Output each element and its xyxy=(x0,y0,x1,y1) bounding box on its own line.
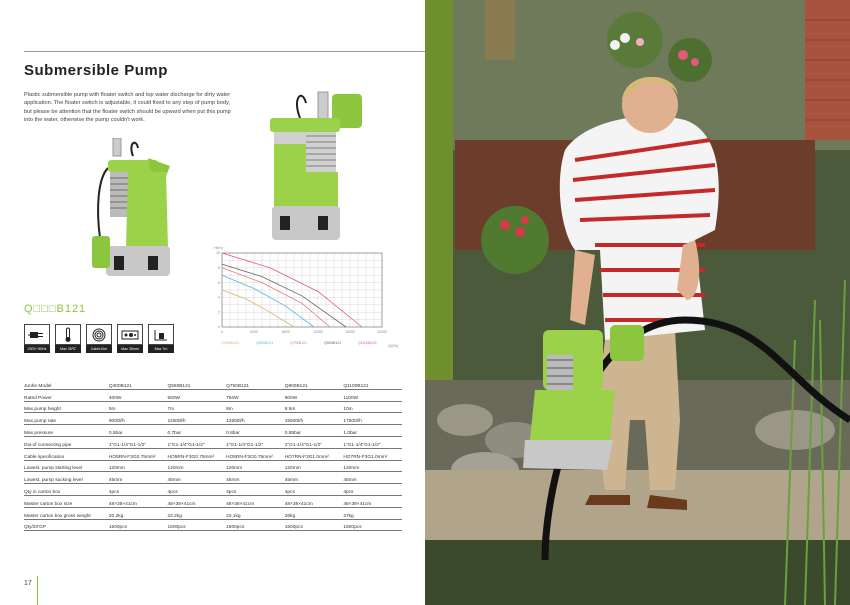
spec-row xyxy=(24,378,402,389)
spec-value: 10m xyxy=(343,401,402,413)
product-description: Plastic submersible pump with floater switch and top water discharge for dirty water application. The floater switch is adjustable, it could fixed to any step of pump body, but please be attention that the floater switch should be upward when put this pump into the water, otherwise the pump couldn't work. xyxy=(24,92,231,124)
garden-scene-image xyxy=(425,0,850,605)
y-tick-label: 6 xyxy=(218,280,220,285)
spec-row xyxy=(24,495,402,507)
spec-value: 750W xyxy=(226,389,285,401)
particle-size-icon xyxy=(117,324,143,353)
spec-label: Rated Power xyxy=(24,389,109,401)
spec-value: Q750B121 xyxy=(226,378,285,389)
spec-row xyxy=(24,389,402,401)
y-tick-label: 4 xyxy=(218,295,220,300)
spec-value: 1"G1-1/4"G1-1/2" xyxy=(109,436,168,448)
page-marker xyxy=(37,576,38,605)
product-photo xyxy=(425,0,850,605)
spec-label: Cable specification xyxy=(24,448,109,460)
spec-label: Max.pump height xyxy=(24,401,109,413)
spec-row xyxy=(24,425,402,437)
spec-label: Qty in carton box xyxy=(24,484,109,496)
legend-entry: Q1100B121 xyxy=(358,341,377,345)
spec-value: 1"G1-1/4"G1-1/2" xyxy=(343,436,402,448)
spec-value: HO5RN-F3G0.75mm² xyxy=(168,448,227,460)
spec-label: Lowest. pump starting level xyxy=(24,460,109,472)
model-code: Q□□□B121 xyxy=(24,303,87,315)
spec-value: 1500pcs xyxy=(109,519,168,531)
y-tick-label: 2 xyxy=(218,310,220,315)
spec-value: 15500l/h xyxy=(285,413,344,425)
depth-icon xyxy=(148,324,174,353)
spec-value: 48×38×41cm xyxy=(168,495,227,507)
spec-value: 1.0bar xyxy=(343,425,402,437)
plug-icon xyxy=(24,324,50,353)
spec-value: 120mm xyxy=(109,460,168,472)
spec-value: 48×38×41cm xyxy=(109,495,168,507)
spec-value: 1500pcs xyxy=(343,519,402,531)
spec-value: 1100W xyxy=(343,389,402,401)
spec-value: 120mm xyxy=(285,460,344,472)
spec-value: 26kg xyxy=(285,507,344,519)
feature-icons xyxy=(24,324,174,353)
spec-value: 0.7bar xyxy=(168,425,227,437)
spec-value: Q1100B121 xyxy=(343,378,402,389)
spec-value: 8.5m xyxy=(285,401,344,413)
x-tick-label: 8000 xyxy=(282,330,290,334)
spec-value: 48×38×41cm xyxy=(285,495,344,507)
spec-value: 17500l/h xyxy=(343,413,402,425)
spec-value: 1500pcs xyxy=(168,519,227,531)
spec-row xyxy=(24,472,402,484)
spec-row xyxy=(24,519,402,531)
spec-value: 120mm xyxy=(168,460,227,472)
spec-value: 27kg xyxy=(343,507,402,519)
spec-value: 120mm xyxy=(226,460,285,472)
cable-icon xyxy=(86,324,112,353)
spec-value: 400W xyxy=(109,389,168,401)
spec-value: 0.8bar xyxy=(226,425,285,437)
spec-value: 7m xyxy=(168,401,227,413)
spec-value: 23.1kg xyxy=(226,507,285,519)
spec-value: 22.2kg xyxy=(168,507,227,519)
chart-ticks xyxy=(216,251,387,334)
spec-value: 45mm xyxy=(226,472,285,484)
feature-label: Max 35mm xyxy=(117,345,143,353)
spec-value: Q550B121 xyxy=(168,378,227,389)
pump-image-side xyxy=(262,88,366,243)
spec-label: Lowest. pump sucking level xyxy=(24,472,109,484)
feature-label: Max 35℃ xyxy=(55,345,81,353)
spec-value: 45mm xyxy=(285,472,344,484)
chart-ylabel: H(m) xyxy=(214,245,223,250)
x-tick-label: 20000 xyxy=(377,330,387,334)
spec-value: 45mm xyxy=(343,472,402,484)
legend-entry: Q550B121 xyxy=(256,341,274,345)
spec-row xyxy=(24,448,402,460)
spec-value: 11500l/h xyxy=(168,413,227,425)
y-tick-label: 10 xyxy=(216,251,220,256)
spec-label: Junhe Model xyxy=(24,378,109,389)
performance-chart xyxy=(212,243,416,355)
spec-value: HO7RN-F3G1.0mm² xyxy=(285,448,344,460)
spec-row xyxy=(24,460,402,472)
spec-value: 48×38×41cm xyxy=(226,495,285,507)
spec-row xyxy=(24,436,402,448)
spec-value: 45mm xyxy=(109,472,168,484)
page-number: 17 xyxy=(24,580,32,587)
specs-table xyxy=(24,378,402,531)
spec-label: Max.pressure xyxy=(24,425,109,437)
spec-value: 900W xyxy=(285,389,344,401)
spec-value: 4pcs xyxy=(226,484,285,496)
spec-row xyxy=(24,507,402,519)
chart-grid xyxy=(222,253,382,327)
spec-value: 20.2kg xyxy=(109,507,168,519)
spec-value: HO5RN-F3G0.75mm² xyxy=(226,448,285,460)
spec-value: 1"G1-1/4"G1-1/2" xyxy=(168,436,227,448)
spec-label: Dia.of connecting pipe xyxy=(24,436,109,448)
spec-row xyxy=(24,401,402,413)
spec-value: 9000l/h xyxy=(109,413,168,425)
spec-value: 1500pcs xyxy=(226,519,285,531)
page-title: Submersible Pump xyxy=(24,62,168,79)
spec-row xyxy=(24,413,402,425)
spec-value: 45mm xyxy=(168,472,227,484)
x-tick-label: 4000 xyxy=(250,330,258,334)
spec-value: 1500pcs xyxy=(285,519,344,531)
y-tick-label: 0 xyxy=(218,325,220,330)
spec-value: 4pcs xyxy=(343,484,402,496)
spec-value: 1"G1-1/4"G1-1/2" xyxy=(285,436,344,448)
legend-entry: Q750B121 xyxy=(290,341,308,345)
spec-value: HO7RN-F3G1.0mm² xyxy=(343,448,402,460)
spec-value: 8m xyxy=(226,401,285,413)
feature-label: 230V~50Hz xyxy=(24,345,50,353)
pump-image-front xyxy=(88,138,178,283)
spec-value: 4pcs xyxy=(168,484,227,496)
thermometer-icon xyxy=(55,324,81,353)
spec-value: 120mm xyxy=(343,460,402,472)
legend-entry: Q900B121 xyxy=(324,341,342,345)
y-tick-label: 8 xyxy=(218,266,220,270)
header-rule xyxy=(24,51,425,52)
x-tick-label: 12000 xyxy=(313,330,323,334)
spec-label: Master carton box gross weight xyxy=(24,507,109,519)
spec-value: 550W xyxy=(168,389,227,401)
series-line-Q900B121 xyxy=(222,264,346,327)
spec-value: 4pcs xyxy=(285,484,344,496)
spec-value: 0.5bar xyxy=(109,425,168,437)
spec-label: Max.pump rate xyxy=(24,413,109,425)
spec-value: 1"G1-1/4"G1-1/2" xyxy=(226,436,285,448)
spec-value: Q900B121 xyxy=(285,378,344,389)
spec-value: Q400B121 xyxy=(109,378,168,389)
spec-label: Qty/20'GP xyxy=(24,519,109,531)
spec-value: 13500l/h xyxy=(226,413,285,425)
spec-value: 4pcs xyxy=(109,484,168,496)
spec-value: 0.85bar xyxy=(285,425,344,437)
spec-label: Master carton box size xyxy=(24,495,109,507)
chart-xlabel: Q(l/h) xyxy=(388,343,398,348)
spec-value: 48×38×41cm xyxy=(343,495,402,507)
x-tick-label: 16000 xyxy=(345,330,355,334)
spec-row xyxy=(24,484,402,496)
series-line-Q400B121 xyxy=(222,290,294,327)
chart-legend xyxy=(222,341,377,345)
x-tick-label: 0 xyxy=(221,330,223,334)
feature-label: Max 7m xyxy=(148,345,174,353)
spec-value: 5m xyxy=(109,401,168,413)
spec-value: HO5RN-F3G0.75mm² xyxy=(109,448,168,460)
feature-label: Cable10m xyxy=(86,345,112,353)
legend-entry: Q400B121 xyxy=(222,341,240,345)
